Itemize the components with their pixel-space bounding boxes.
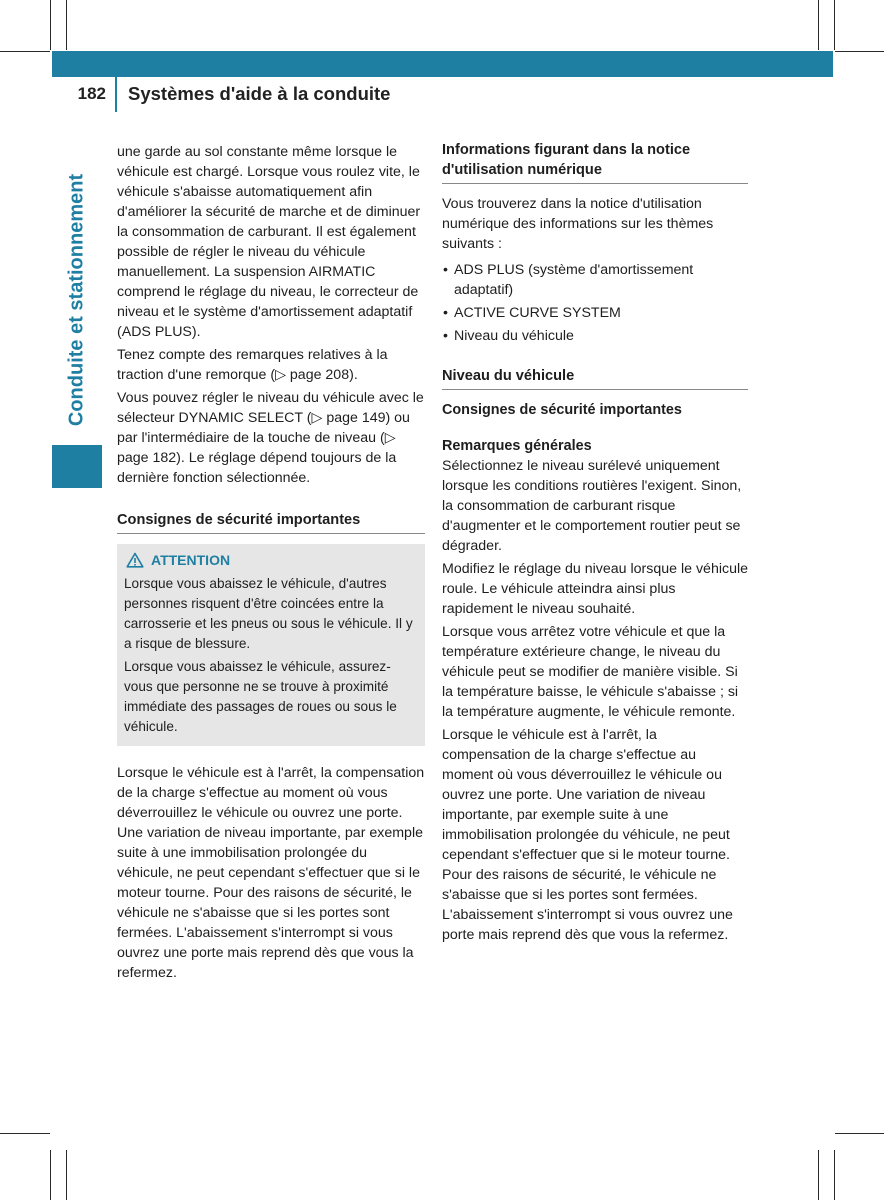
list-item: • Niveau du véhicule: [442, 326, 748, 346]
left-column: [117, 142, 425, 986]
crop-mark: [0, 51, 50, 52]
section-heading: Informations figurant dans la notice d'utilisation numérique: [442, 140, 748, 184]
paragraph: Vous pouvez régler le niveau du véhicule avec le sélecteur DYNAMIC SELECT (▷ page 149) ou par l'intermédiaire de la touche de niveau (▷ page 182). Le réglage dépend toujours de la dernière fonction sélectionnée.: [117, 390, 424, 486]
crop-mark: [50, 0, 51, 50]
crop-mark: [835, 1133, 884, 1134]
paragraph: Modifiez le réglage du niveau lorsque le véhicule roule. Le véhicule atteindra ainsi plus rapidement le niveau souhaité.: [442, 561, 749, 617]
warning-triangle-icon: [126, 552, 144, 568]
paragraph: une garde au sol constante même lorsque le véhicule est chargé. Lorsque vous roulez vite, le véhicule s'abaisse automatiquement afin d'améliorer la sécurité de marche et de diminuer la consommation de carburant. Il est également possible de régler le niveau du véhicule manuellement. La suspension AIRMATIC comprend le réglage du niveau, le correcteur de niveau et le système d'amortissement adaptatif (ADS PLUS).: [117, 144, 421, 340]
warning-text: Lorsque vous abaissez le véhicule, d'autres personnes risquent d'être coincées entre la carrosserie et les pneus ou sous le véhicule. Il y a risque de blessure.: [124, 576, 413, 651]
list-item: • ACTIVE CURVE SYSTEM: [442, 303, 748, 323]
crop-mark: [66, 1150, 67, 1200]
paragraph: Lorsque vous arrêtez votre véhicule et que la température extérieure change, le niveau du véhicule peut se modifier de manière visible. Si la température baisse, le véhicule s'abaisse ; si la température augmente, le véhicule remonte.: [442, 624, 739, 720]
crop-mark: [50, 1150, 51, 1200]
section-heading: Niveau du véhicule: [442, 366, 748, 390]
paragraph: Lorsque le véhicule est à l'arrêt, la compensation de la charge s'effectue au moment où vous déverrouillez le véhicule ou ouvrez une porte. Une variation de niveau importante, par exemple suite à une immobilisation prolongée du véhicule, ne peut cependant s'effectuer que si le moteur tourne. Pour des raisons de sécurité, le véhicule ne s'abaisse que si les portes sont fermées. L'abaissement s'interrompt si vous ouvrez une porte mais reprend dès que vous la refermez.: [117, 765, 425, 981]
crop-mark: [0, 1133, 50, 1134]
list-item: • ADS PLUS (système d'amortissement adaptatif): [442, 260, 748, 300]
crop-mark: [834, 0, 835, 50]
crop-mark: [818, 1150, 819, 1200]
crop-mark: [818, 0, 819, 50]
paragraph: Tenez compte des remarques relatives à la traction d'une remorque (▷ page 208).: [117, 347, 388, 383]
right-column: [442, 140, 748, 948]
warning-label: ATTENTION: [151, 552, 231, 568]
sub-heading: Remarques générales: [442, 438, 592, 454]
paragraph: Lorsque le véhicule est à l'arrêt, la compensation de la charge s'effectue au moment où vous déverrouillez le véhicule ou ouvrez une porte. Une variation de niveau importante, par exemple suite à une immobilisation prolongée du véhicule, ne peut cependant s'effectuer que si le moteur tourne. Pour des raisons de sécurité, le véhicule ne s'abaisse que si les portes sont fermées. L'abaissement s'interrompt si vous ouvrez une porte mais reprend dès que vous la refermez.: [442, 727, 733, 943]
warning-box: [117, 544, 425, 746]
crop-mark: [835, 51, 884, 52]
chapter-title: Systèmes d'aide à la conduite: [128, 83, 391, 104]
crop-mark: [66, 0, 67, 50]
warning-text: Lorsque vous abaissez le véhicule, assurez-vous que personne ne se trouve à proximité immédiate des passages de roues ou sous le véhicule.: [124, 659, 397, 734]
crop-mark: [834, 1150, 835, 1200]
section-heading: Consignes de sécurité importantes: [117, 510, 425, 534]
page-number: 182: [77, 84, 106, 103]
paragraph: Sélectionnez le niveau surélevé uniquement lorsque les conditions routières l'exigent. Sinon, la consommation de carburant risque d'augmenter et le comportement routier peut se dégrader.: [442, 458, 742, 554]
topic-list: [442, 260, 748, 346]
side-tab-label: Conduite et stationnement: [65, 173, 88, 427]
paragraph: Vous trouverez dans la notice d'utilisation numérique des informations sur les thèmes suivants :: [442, 196, 714, 252]
sub-heading: Consignes de sécurité importantes: [442, 402, 682, 418]
warning-title: [124, 550, 417, 570]
